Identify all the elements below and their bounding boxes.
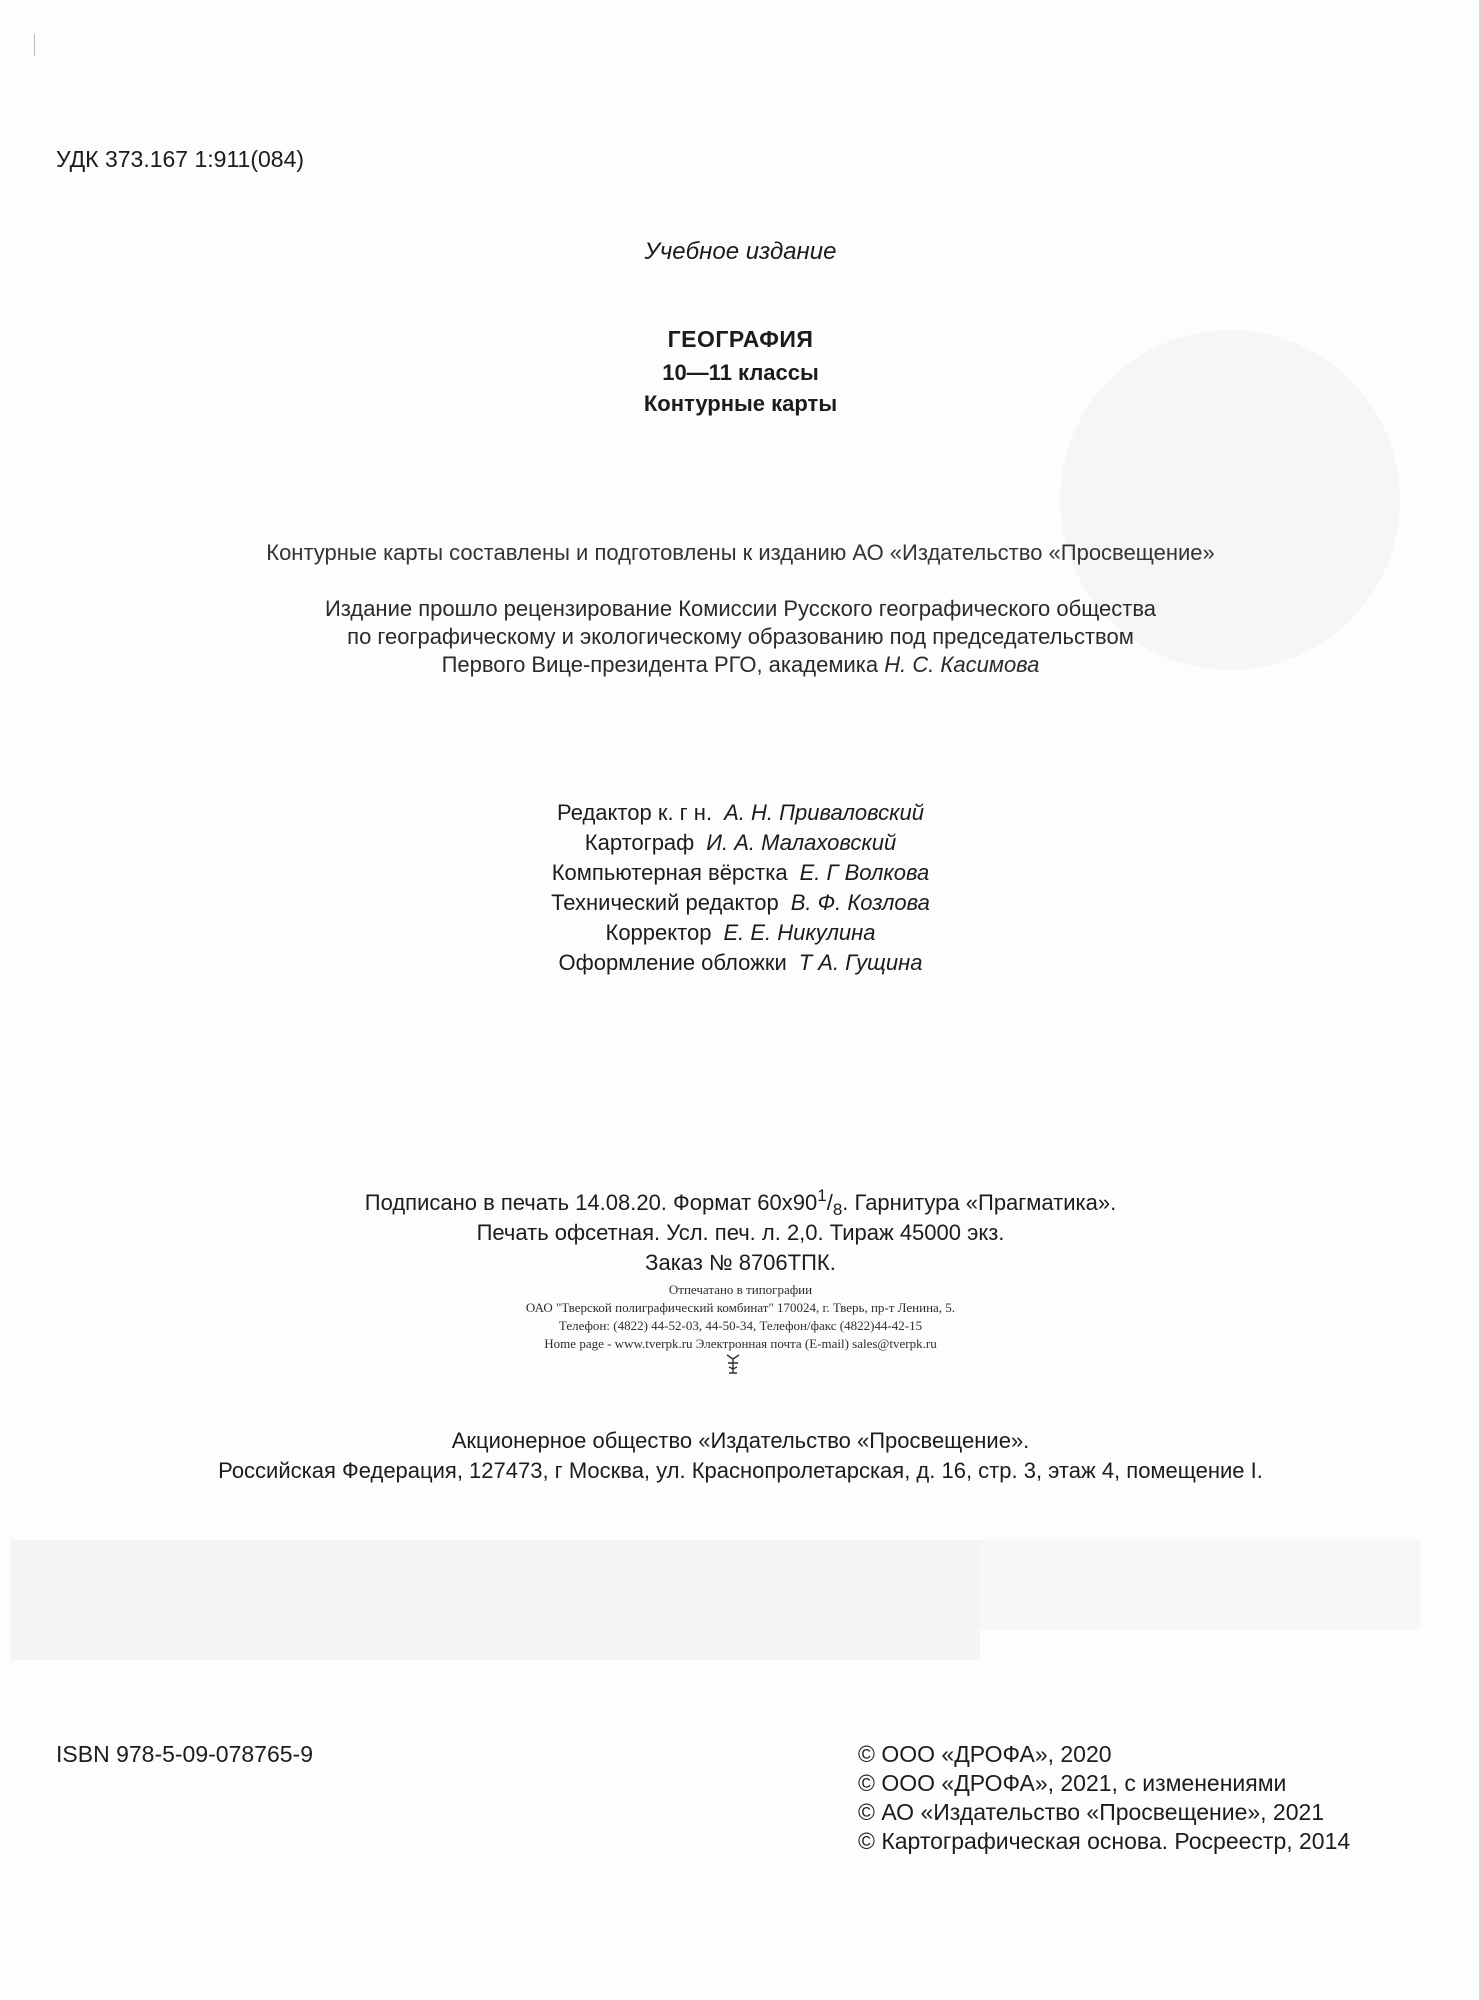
review-line: по географическому и экологическому образованию под председательством — [347, 624, 1134, 649]
print-info-text: Подписано в печать 14.08.20. Формат 60x90 — [364, 1190, 818, 1215]
printer-line: ОАО "Тверской полиграфический комбинат" 170024, г. Тверь, пр-т Ленина, 5. — [525, 1300, 956, 1315]
review-line — [0, 654, 1481, 676]
credit-person: Е. Г Волкова — [799, 860, 930, 885]
print-info-line: Печать офсетная. Усл. печ. л. 2,0. Тираж 45000 экз. — [476, 1220, 1005, 1245]
prepared-note: Контурные карты составлены и подготовлены к изданию АО «Издательство «Просвещение» — [266, 540, 1215, 565]
grade-range: 10—11 классы — [662, 360, 819, 385]
credit-line — [0, 892, 1481, 914]
credit-role: Технический редактор — [551, 890, 779, 915]
printer-line: Телефон: (4822) 44-52-03, 44-50-34, Телефон/факс (4822)44-42-15 — [558, 1318, 923, 1333]
credit-person: А. Н. Приваловский — [724, 800, 924, 825]
credit-line — [0, 922, 1481, 944]
credit-person: Е. Е. Никулина — [723, 920, 876, 945]
format-fraction-slash: / — [826, 1190, 833, 1215]
credit-role: Компьютерная вёрстка — [551, 860, 788, 885]
scan-mark — [34, 34, 35, 56]
order-number: Заказ № 8706ТПК. — [645, 1250, 836, 1275]
academician-name: Н. С. Касимова — [884, 652, 1040, 677]
review-line: Издание прошло рецензирование Комиссии Русского географического общества — [324, 596, 1157, 621]
copyright-line: © ООО «ДРОФА», 2021, с изменениями — [858, 1770, 1287, 1796]
credit-person: В. Ф. Козлова — [790, 890, 930, 915]
show-through-block-right — [980, 1540, 1420, 1630]
show-through-block — [10, 1540, 980, 1660]
book-title: ГЕОГРАФИЯ — [667, 326, 814, 352]
credit-role: Корректор — [605, 920, 712, 945]
copyright-line: © ООО «ДРОФА», 2020 — [858, 1741, 1112, 1767]
print-info-line — [0, 1186, 1481, 1219]
format-fraction-denominator: 8 — [832, 1200, 843, 1219]
printer-line: Home page - www.tverpk.ru Электронная почта (E-mail) sales@tverpk.ru — [544, 1336, 937, 1351]
review-text: Первого Вице-президента РГО, академика — [441, 652, 879, 677]
copyright-line: © АО «Издательство «Просвещение», 2021 — [858, 1799, 1325, 1825]
edition-type: Учебное издание — [644, 238, 837, 265]
credit-line — [0, 952, 1481, 974]
udk-code: УДК 373.167 1:911(084) — [56, 146, 305, 172]
credit-role: Картограф — [584, 830, 695, 855]
credit-person: И. А. Малаховский — [706, 830, 897, 855]
credit-line — [0, 802, 1481, 824]
publisher-address: Российская Федерация, 127473, г Москва, ул. Краснопролетарская, д. 16, стр. 3, этаж 4, помещение I. — [218, 1458, 1263, 1483]
credit-line — [0, 832, 1481, 854]
print-info-text: . Гарнитура «Прагматика». — [842, 1190, 1117, 1215]
printer-line: Отпечатано в типографии — [668, 1282, 813, 1297]
format-fraction-numerator: 1 — [817, 1186, 827, 1205]
publisher-line: Акционерное общество «Издательство «Просвещение». — [451, 1428, 1030, 1453]
credit-line — [0, 862, 1481, 884]
printer-logo-icon — [724, 1353, 742, 1375]
credit-person: Т А. Гущина — [798, 950, 923, 975]
copyright-line: © Картографическая основа. Росреестр, 2014 — [858, 1828, 1351, 1854]
isbn: ISBN 978-5-09-078765-9 — [56, 1741, 313, 1767]
book-subtitle: Контурные карты — [643, 391, 838, 416]
credit-role: Оформление обложки — [558, 950, 787, 975]
credit-role: Редактор к. г н. — [557, 800, 713, 825]
